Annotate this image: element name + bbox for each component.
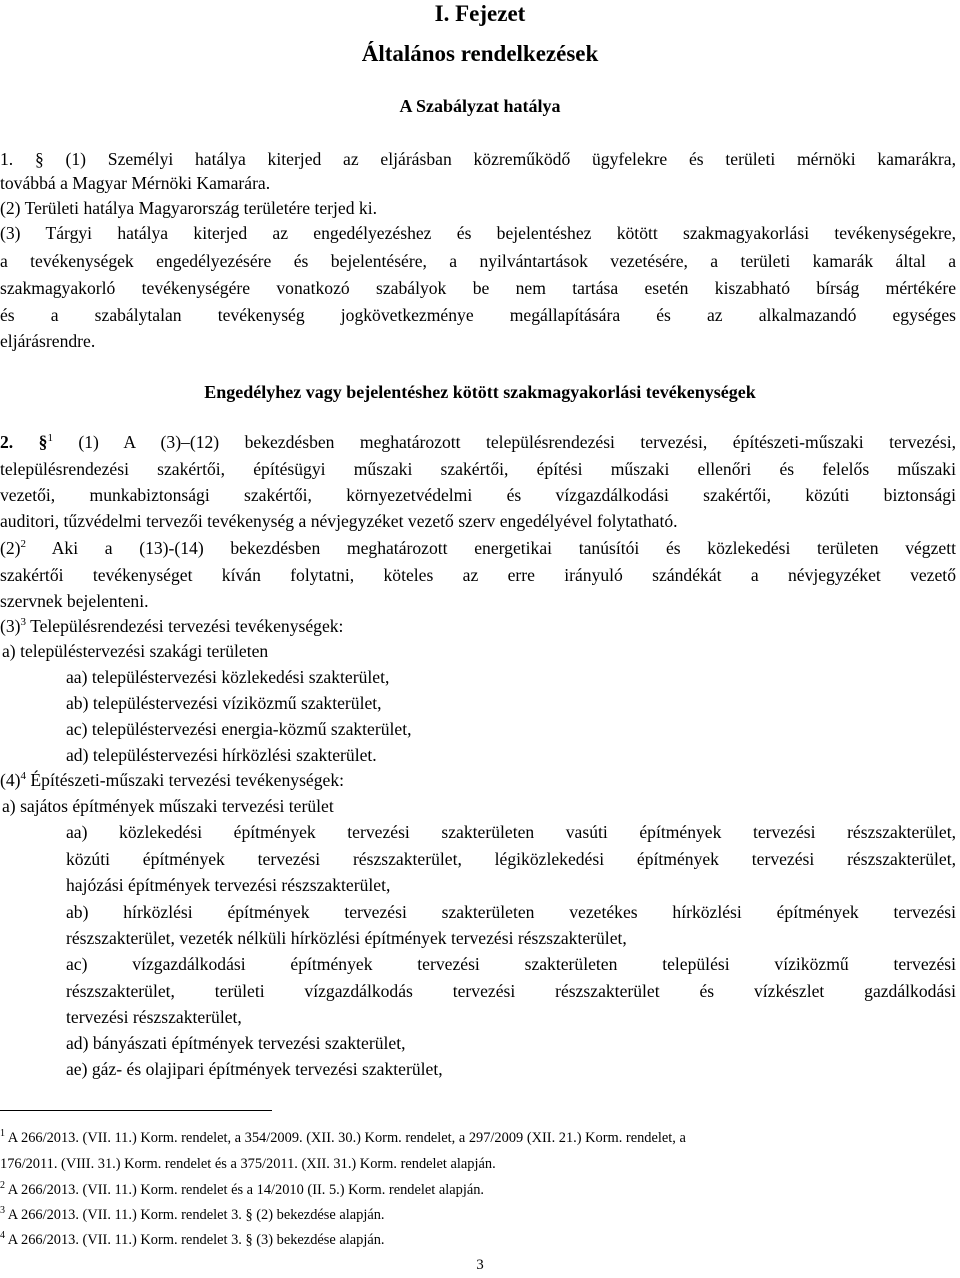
list-item: aa) közlekedési építmények tervezési szakterületen vasúti építmények tervezési részszakterület, <box>66 822 956 842</box>
paragraph-line: 1. § (1) Személyi hatálya kiterjed az eljárásban közreműködő ügyfelekre és területi mérnöki kamarákra, <box>0 149 956 169</box>
paragraph-line: eljárásrendre. <box>0 331 96 351</box>
footnote-text: A 266/2013. (VII. 11.) Korm. rendelet 3. § (2) bekezdése alapján. <box>5 1207 385 1223</box>
paragraph-line <box>0 431 956 453</box>
section-title-scope: A Szabályzat hatálya <box>399 96 561 116</box>
paragraph-line <box>0 769 344 791</box>
list-item: ac) vízgazdálkodási építmények tervezési szakterületen települési víziközmű tervezési <box>66 954 956 974</box>
paragraph-line: vezetői, munkabiztonsági szakértői, környezetvédelmi és vízgazdálkodási szakértői, közúti biztonsági <box>0 485 956 505</box>
paragraph-line <box>0 615 343 637</box>
paragraph-line: és a szabálytalan tevékenység jogkövetkezménye megállapítására és az alkalmazandó egységes <box>0 305 956 325</box>
list-item: tervezési részszakterület, <box>66 1007 242 1027</box>
paragraph-number: (2) <box>0 538 21 558</box>
footnote-text: A 266/2013. (VII. 11.) Korm. rendelet 3. § (3) bekezdése alapján. <box>5 1232 385 1248</box>
paragraph-text: (1) A (3)–(12) bekezdésben meghatározott településrendezési tervezési, építészeti-műszaki tervezési, <box>52 432 957 452</box>
paragraph-line: szervnek bejelenteni. <box>0 591 149 611</box>
paragraph-line <box>0 537 956 559</box>
list-item: ab) hírközlési építmények tervezési szakterületen vezetékes hírközlési építmények tervezési <box>66 902 956 922</box>
footnote-ref: 2 <box>20 538 27 550</box>
footnote-text: A 266/2013. (VII. 11.) Korm. rendelet és a 14/2010 (II. 5.) Korm. rendelet alapján. <box>5 1182 485 1198</box>
footnote-ref: 1 <box>47 432 53 444</box>
paragraph-line: továbbá a Magyar Mérnöki Kamarára. <box>0 173 271 193</box>
paragraph-line: a tevékenységek engedélyezésére és bejelentésére, a nyilvántartások vezetésére, a területi kamarák által a <box>0 251 956 271</box>
paragraph-number: (3) <box>0 616 21 636</box>
footnote-1 <box>0 1129 686 1147</box>
paragraph-line: településrendezési szakértői, építésügyi műszaki szakértői, építési műszaki ellenőri és felelős műszaki <box>0 459 956 479</box>
list-item: aa) településtervezési közlekedési szakterület, <box>66 667 390 687</box>
section-number: 2. § <box>0 432 48 452</box>
paragraph-line: szakmagyakorló tevékenységére vonatkozó szabályok be nem tartása esetén kiszabható bírság mértékére <box>0 278 956 298</box>
paragraph-number: (4) <box>0 770 21 790</box>
footnote-2 <box>0 1181 484 1199</box>
footnote-number: 3 <box>0 1205 5 1216</box>
paragraph-line: szakértői tevékenységet kíván folytatni, köteles az erre irányuló szándékát a névjegyzéket vezető <box>0 565 956 585</box>
list-item: közúti építmények tervezési részszakterület, légiközlekedési építmények tervezési részszakterület, <box>66 849 956 869</box>
list-item: a) településtervezési szakági területen <box>2 641 269 661</box>
paragraph-text: Aki a (13)-(14) bekezdésben meghatározott energetikai tanúsítói és közlekedési területen végzett <box>26 538 956 558</box>
page-number: 3 <box>476 1257 484 1273</box>
list-item: részszakterület, vezeték nélküli hírközlési építmények tervezési részszakterület, <box>66 928 627 948</box>
footnote-number: 4 <box>0 1230 5 1241</box>
footnote-4 <box>0 1231 385 1249</box>
paragraph-line: (3) Tárgyi hatálya kiterjed az engedélyezéshez és bejelentéshez kötött szakmagyakorlási tevékenységekre, <box>0 223 956 243</box>
list-item: ac) településtervezési energia-közmű szakterület, <box>66 719 412 739</box>
chapter-heading: I. Fejezet <box>434 1 526 26</box>
footnote-1-cont: 176/2011. (VIII. 31.) Korm. rendelet és a 375/2011. (XII. 31.) Korm. rendelet alapján. <box>0 1156 496 1172</box>
list-item: hajózási építmények tervezési részszakterület, <box>66 875 391 895</box>
section-title-activities: Engedélyhez vagy bejelentéshez kötött szakmagyakorlási tevékenységek <box>204 382 756 402</box>
list-item: ab) településtervezési víziközmű szakterület, <box>66 693 382 713</box>
chapter-title: Általános rendelkezések <box>361 41 599 66</box>
paragraph-line: auditori, tűzvédelmi tervezői tevékenység a névjegyzéket vezető szerv engedélyével folytatható. <box>0 511 678 531</box>
footnote-number: 2 <box>0 1180 5 1191</box>
list-item: ad) bányászati építmények tervezési szakterület, <box>66 1033 406 1053</box>
paragraph-text: Településrendezési tervezési tevékenységek: <box>26 616 344 636</box>
footnote-separator <box>0 1110 272 1111</box>
list-item: ae) gáz- és olajipari építmények tervezési szakterület, <box>66 1059 443 1079</box>
list-item: a) sajátos építmények műszaki tervezési terület <box>2 796 334 816</box>
paragraph-text: Építészeti-műszaki tervezési tevékenységek: <box>26 770 345 790</box>
list-item: részszakterület, területi vízgazdálkodás tervezési részszakterület és vízkészlet gazdálkodási <box>66 981 956 1001</box>
list-item: ad) településtervezési hírközlési szakterület. <box>66 745 377 765</box>
footnote-3 <box>0 1206 385 1224</box>
footnote-ref: 4 <box>20 770 27 782</box>
footnote-number: 1 <box>0 1128 5 1139</box>
paragraph-line: (2) Területi hatálya Magyarország területére terjed ki. <box>0 198 378 218</box>
footnote-text: A 266/2013. (VII. 11.) Korm. rendelet, a 354/2009. (XII. 30.) Korm. rendelet, a 297/2009 (XII. 21.) Korm. rendelet, a <box>5 1130 686 1146</box>
footnote-ref: 3 <box>20 616 27 628</box>
